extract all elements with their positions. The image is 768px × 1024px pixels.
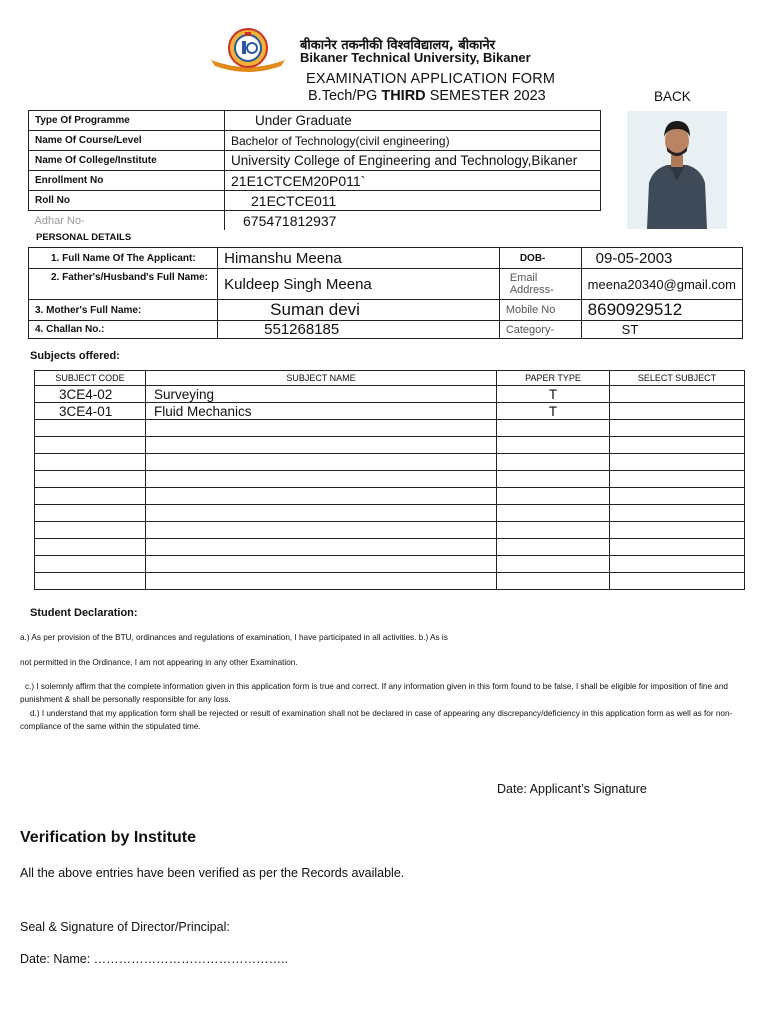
college-value: University College of Engineering and Technology,Bikaner bbox=[225, 151, 601, 171]
back-button[interactable]: BACK bbox=[654, 89, 691, 104]
column-header-subject-code: SUBJECT CODE bbox=[35, 371, 146, 386]
subject-name-cell: Fluid Mechanics bbox=[146, 403, 497, 420]
father-name-value: Kuldeep Singh Meena bbox=[218, 269, 500, 300]
subject-name-cell bbox=[146, 522, 497, 539]
paper-type-cell bbox=[497, 505, 610, 522]
table-row bbox=[35, 420, 745, 437]
table-row bbox=[35, 437, 745, 454]
select-subject-cell[interactable] bbox=[610, 454, 745, 471]
verification-text: All the above entries have been verified as per the Records available. bbox=[20, 866, 405, 880]
subject-name-cell bbox=[146, 556, 497, 573]
mother-name-label: 3. Mother's Full Name: bbox=[29, 300, 218, 321]
table-row bbox=[35, 403, 745, 420]
subjects-body bbox=[35, 386, 745, 590]
table-row bbox=[29, 321, 743, 339]
mother-name-value: Suman devi bbox=[218, 300, 500, 321]
subject-name-cell bbox=[146, 420, 497, 437]
declaration-clause-b: not permitted in the Ordinance, I am not appearing in any other Examination. bbox=[20, 658, 298, 667]
semester-number: THIRD bbox=[381, 88, 426, 104]
declaration-clause-d: d.) I understand that my application form shall be rejected or result of examination shall not be declared in case of appearing any discrepancy/deficiency in this application form as well as for non-compliance of the same within the stipulated time. bbox=[20, 709, 733, 731]
paper-type-cell bbox=[497, 454, 610, 471]
mobile-label: Mobile No bbox=[499, 300, 581, 321]
table-row bbox=[29, 300, 743, 321]
table-row bbox=[29, 151, 601, 171]
semester-prefix: B.Tech/PG bbox=[308, 88, 378, 104]
table-row bbox=[29, 111, 601, 131]
table-row bbox=[35, 522, 745, 539]
subject-name-cell bbox=[146, 454, 497, 471]
paper-type-cell bbox=[497, 471, 610, 488]
course-label: Name Of Course/Level bbox=[29, 131, 225, 151]
subject-code-cell bbox=[35, 488, 146, 505]
personal-details-table bbox=[28, 247, 743, 339]
table-row bbox=[35, 454, 745, 471]
column-header-subject-name: SUBJECT NAME bbox=[146, 371, 497, 386]
subject-name-cell bbox=[146, 437, 497, 454]
subject-code-cell bbox=[35, 522, 146, 539]
table-row bbox=[29, 211, 601, 231]
subject-name-cell bbox=[146, 471, 497, 488]
father-name-label: 2. Father's/Husband's Full Name: bbox=[29, 269, 218, 300]
adhar-value: 675471812937 bbox=[225, 211, 601, 231]
paper-type-cell bbox=[497, 488, 610, 505]
select-subject-cell[interactable] bbox=[610, 437, 745, 454]
college-label: Name Of College/Institute bbox=[29, 151, 225, 171]
subject-code-cell: 3CE4-01 bbox=[35, 403, 146, 420]
subject-code-cell bbox=[35, 437, 146, 454]
paper-type-cell bbox=[497, 556, 610, 573]
subject-code-cell bbox=[35, 539, 146, 556]
table-row bbox=[35, 556, 745, 573]
category-label: Category- bbox=[499, 321, 581, 339]
applicant-signature-line: Date: Applicant’s Signature bbox=[497, 782, 647, 796]
declaration-heading: Student Declaration: bbox=[30, 607, 138, 619]
paper-type-cell bbox=[497, 437, 610, 454]
select-subject-cell[interactable] bbox=[610, 522, 745, 539]
paper-type-cell: T bbox=[497, 403, 610, 420]
enrollment-value: 21E1CTCEM20P011` bbox=[225, 171, 601, 191]
seal-signature-line: Seal & Signature of Director/Principal: bbox=[20, 920, 230, 934]
subject-code-cell bbox=[35, 454, 146, 471]
table-header-row bbox=[35, 371, 745, 386]
challan-label: 4. Challan No.: bbox=[29, 321, 218, 339]
subject-name-cell bbox=[146, 539, 497, 556]
table-row bbox=[35, 505, 745, 522]
table-row bbox=[35, 539, 745, 556]
table-row bbox=[35, 471, 745, 488]
verification-heading: Verification by Institute bbox=[20, 829, 197, 846]
table-row bbox=[29, 248, 743, 269]
course-value: Bachelor of Technology(civil engineering) bbox=[225, 131, 601, 151]
roll-label: Roll No bbox=[29, 191, 225, 211]
select-subject-cell[interactable] bbox=[610, 539, 745, 556]
subject-name-cell bbox=[146, 573, 497, 590]
mobile-value: 8690929512 bbox=[581, 300, 742, 321]
select-subject-cell[interactable] bbox=[610, 573, 745, 590]
form-title: EXAMINATION APPLICATION FORM bbox=[306, 71, 556, 87]
select-subject-cell[interactable] bbox=[610, 403, 745, 420]
table-row bbox=[35, 488, 745, 505]
paper-type-cell: T bbox=[497, 386, 610, 403]
semester-line bbox=[308, 88, 546, 104]
subject-code-cell: 3CE4-02 bbox=[35, 386, 146, 403]
personal-details-heading: PERSONAL DETAILS bbox=[36, 232, 132, 243]
table-row bbox=[29, 131, 601, 151]
select-subject-cell[interactable] bbox=[610, 488, 745, 505]
subject-code-cell bbox=[35, 573, 146, 590]
programme-table bbox=[28, 110, 601, 230]
email-value: meena20340@gmail.com bbox=[581, 269, 742, 300]
programme-type-label: Type Of Programme bbox=[29, 111, 225, 131]
full-name-label: 1. Full Name Of The Applicant: bbox=[29, 248, 218, 269]
select-subject-cell[interactable] bbox=[610, 471, 745, 488]
email-label: Email Address- bbox=[499, 269, 581, 300]
paper-type-cell bbox=[497, 539, 610, 556]
select-subject-cell[interactable] bbox=[610, 386, 745, 403]
subject-code-cell bbox=[35, 556, 146, 573]
university-name-english: Bikaner Technical University, Bikaner bbox=[300, 50, 531, 65]
full-name-value: Himanshu Meena bbox=[218, 248, 500, 269]
subject-name-cell bbox=[146, 488, 497, 505]
column-header-select-subject: SELECT SUBJECT bbox=[610, 371, 745, 386]
table-row bbox=[29, 191, 601, 211]
table-row bbox=[29, 269, 743, 300]
roll-value: 21ECTCE011 bbox=[225, 191, 601, 211]
table-row bbox=[35, 573, 745, 590]
subject-name-cell bbox=[146, 505, 497, 522]
column-header-paper-type: PAPER TYPE bbox=[497, 371, 610, 386]
challan-value: 551268185 bbox=[218, 321, 500, 339]
table-row bbox=[29, 171, 601, 191]
select-subject-cell[interactable] bbox=[610, 556, 745, 573]
enrollment-label: Enrollment No bbox=[29, 171, 225, 191]
select-subject-cell[interactable] bbox=[610, 420, 745, 437]
subjects-heading: Subjects offered: bbox=[30, 350, 120, 362]
university-name-hindi: बीकानेर तकनीकी विश्वविद्यालय, बीकानेर bbox=[300, 38, 496, 53]
dob-label: DOB- bbox=[499, 248, 581, 269]
paper-type-cell bbox=[497, 522, 610, 539]
university-logo bbox=[209, 26, 287, 72]
dob-value: 09-05-2003 bbox=[581, 248, 742, 269]
subject-code-cell bbox=[35, 505, 146, 522]
paper-type-cell bbox=[497, 420, 610, 437]
programme-type-value: Under Graduate bbox=[225, 111, 601, 131]
declaration-clause-a: a.) As per provision of the BTU, ordinances and regulations of examination, I have participated in all activities. b.) As is bbox=[20, 633, 448, 642]
subject-code-cell bbox=[35, 420, 146, 437]
adhar-label: Adhar No- bbox=[29, 211, 225, 231]
subject-code-cell bbox=[35, 471, 146, 488]
declaration-clause-c: c.) I solemnly affirm that the complete information given in this application form is true and correct. If any information given in this form found to be false, I shall be eligible for imposition of fine and punishment & shall be personally responsible for any loss. bbox=[20, 682, 728, 704]
category-value: ST bbox=[581, 321, 742, 339]
table-row bbox=[35, 386, 745, 403]
select-subject-cell[interactable] bbox=[610, 505, 745, 522]
semester-suffix: SEMESTER 2023 bbox=[429, 88, 546, 104]
applicant-photo bbox=[627, 111, 727, 229]
paper-type-cell bbox=[497, 573, 610, 590]
subjects-table bbox=[34, 370, 745, 590]
date-name-line: Date: Name: ……………………………………….. bbox=[20, 952, 289, 966]
subject-name-cell: Surveying bbox=[146, 386, 497, 403]
